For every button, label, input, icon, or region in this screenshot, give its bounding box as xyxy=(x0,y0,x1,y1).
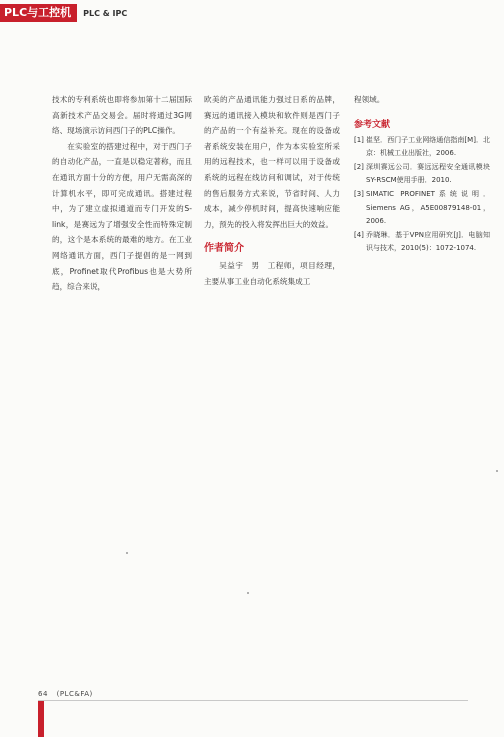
reference-item xyxy=(354,188,490,228)
col3-paragraph-1: 程领域。 xyxy=(354,95,385,104)
reference-item xyxy=(354,134,490,160)
page-header xyxy=(0,0,140,24)
column-3 xyxy=(354,92,490,256)
reference-text: 崔坚．西门子工业网络通信指南[M]．北京：机械工业出版社，2006. xyxy=(366,135,490,157)
reference-number: [2] xyxy=(354,163,364,171)
reference-text: 深圳赛远公司．赛远远程安全通讯模块SY-RSCM使用手册．2010. xyxy=(366,163,490,185)
col1-paragraph-1: 技术的专利系统也即将参加第十二届国际高新技术产品交易会。届时将通过3G网络、现场演示访问西门子的PLC操作。 xyxy=(52,95,192,136)
journal-brand: PLC与工控机 xyxy=(0,4,77,22)
col1-paragraph-2: 在实验室的搭建过程中，对于西门子的自动化产品，一直是以稳定著称，而且在通讯方面十分的方便，用户无需高深的计算机水平，即可完成通讯。搭建过程中，为了建立虚拟通道而专门开发的S-link，是赛远为了增强安全性而特殊定制的，这个是本系统的最难的地方。在工业网络通讯方面，西门子提倡的是一网到底，Profinet取代Profibus也是大势所趋，综合来说， xyxy=(52,141,192,292)
reference-item xyxy=(354,229,490,255)
page-footer xyxy=(38,690,93,698)
footer-accent-bar xyxy=(38,701,44,737)
scan-speck xyxy=(126,552,128,554)
author-heading: 作者简介 xyxy=(204,243,244,255)
column-2 xyxy=(204,92,340,290)
author-bio: 吴益宇 男 工程师，项目经理，主要从事工业自动化系统集成工 xyxy=(204,261,340,286)
references-heading: 参考文献 xyxy=(354,119,391,130)
reference-number: [1] xyxy=(354,135,364,144)
scan-speck xyxy=(496,470,498,472)
journal-section: PLC & IPC xyxy=(83,8,128,18)
page-number: 64 xyxy=(38,690,48,698)
scan-speck xyxy=(247,592,249,594)
reference-item xyxy=(354,161,490,187)
journal-abbrev: (PLC&FA) xyxy=(56,690,93,698)
reference-text: SIMATIC PROFINET系统说明．Siemens AG，A5E00879148-01，2006. xyxy=(366,190,490,225)
reference-number: [3] xyxy=(354,190,364,199)
col2-paragraph-1: 欧美的产品通讯能力强过日系的品牌，赛远的通讯接入模块和软件则是西门子的产品的一个有益补充。现在的设备或者系统安装在用户，作为本实验室所采用的远程技术，也一样可以用于设备或系统的远程在线访问和调试，对于传统的售后服务方式来说，节省时间、人力成本，减少停机时间，提高快速响应能力，预先的投入将发挥出巨大的效益。 xyxy=(204,95,340,229)
column-1 xyxy=(52,92,192,295)
reference-number: [4] xyxy=(354,231,364,240)
reference-text: 乔晓琳．基于VPN应用研究[J]．电脑知识与技术，2010(5)：1072-1074. xyxy=(366,231,490,253)
footer-rule xyxy=(38,700,468,701)
